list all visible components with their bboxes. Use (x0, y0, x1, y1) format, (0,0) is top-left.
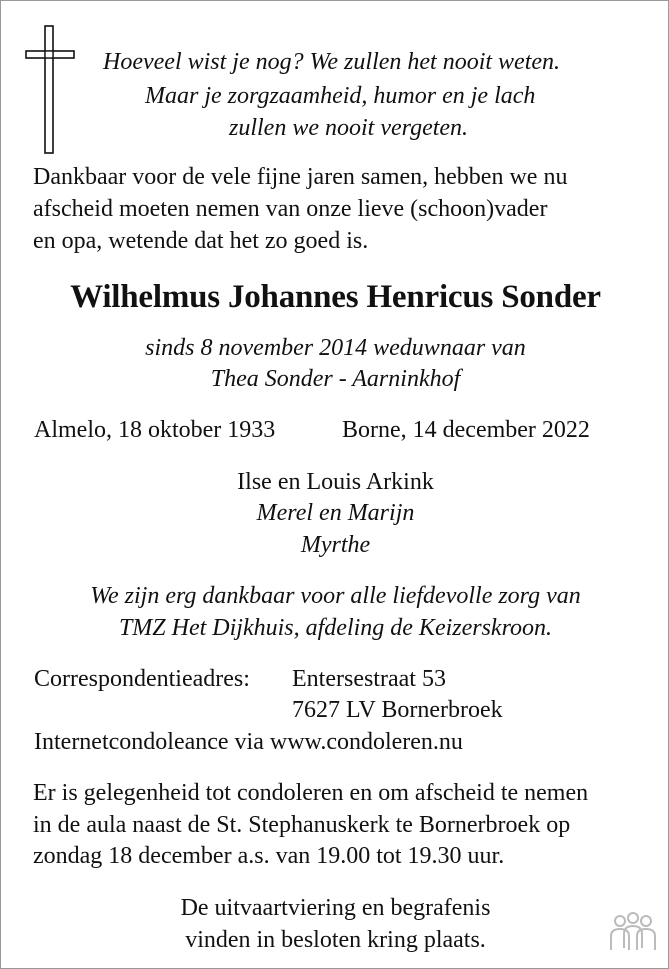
condolence-line-1: Er is gelegenheid tot condoleren en om afscheid te nemen (33, 780, 589, 806)
people-logo-icon (607, 912, 659, 952)
intro-line-1: Dankbaar voor de vele fijne jaren samen, hebben we nu (33, 164, 568, 190)
death-date: Borne, 14 december 2022 (342, 417, 590, 443)
funeral-line-2: vinden in besloten kring plaats. (185, 927, 486, 953)
birth-date: Almelo, 18 oktober 1933 (34, 417, 276, 443)
family-line-1: Ilse en Louis Arkink (237, 469, 434, 495)
family-line-2: Merel en Marijn (256, 500, 415, 526)
online-condolence: Internetcondoleance via www.condoleren.nu (34, 729, 463, 755)
widower-line-1: sinds 8 november 2014 weduwnaar van (145, 335, 526, 361)
intro-line-2: afscheid moeten nemen van onze lieve (schoon)vader (33, 196, 548, 222)
thanks-line-1: We zijn erg dankbaar voor alle liefdevolle zorg van (90, 583, 581, 609)
condolence-line-3: zondag 18 december a.s. van 19.00 tot 19.30 uur. (33, 843, 505, 869)
thanks-line-2: TMZ Het Dijkhuis, afdeling de Keizerskroon. (118, 615, 553, 641)
family-line-3: Myrthe (300, 532, 371, 558)
cross-icon (25, 25, 77, 155)
widower-line-2: Thea Sonder - Aarninkhof (210, 366, 461, 392)
poem-line-1: Hoeveel wist je nog? We zullen het nooit weten. (103, 49, 561, 75)
correspondence-street: Entersestraat 53 (292, 666, 446, 692)
correspondence-city: 7627 LV Bornerbroek (292, 697, 503, 723)
funeral-line-1: De uitvaartviering en begrafenis (180, 895, 491, 921)
correspondence-label: Correspondentieadres: (34, 666, 250, 692)
condolence-line-2: in de aula naast de St. Stephanuskerk te Bornerbroek op (33, 812, 571, 838)
poem-line-2: Maar je zorgzaamheid, humor en je lach (145, 83, 536, 109)
deceased-name: Wilhelmus Johannes Henricus Sonder (70, 279, 601, 315)
poem-line-3: zullen we nooit vergeten. (229, 115, 469, 141)
intro-line-3: en opa, wetende dat het zo goed is. (33, 228, 369, 254)
